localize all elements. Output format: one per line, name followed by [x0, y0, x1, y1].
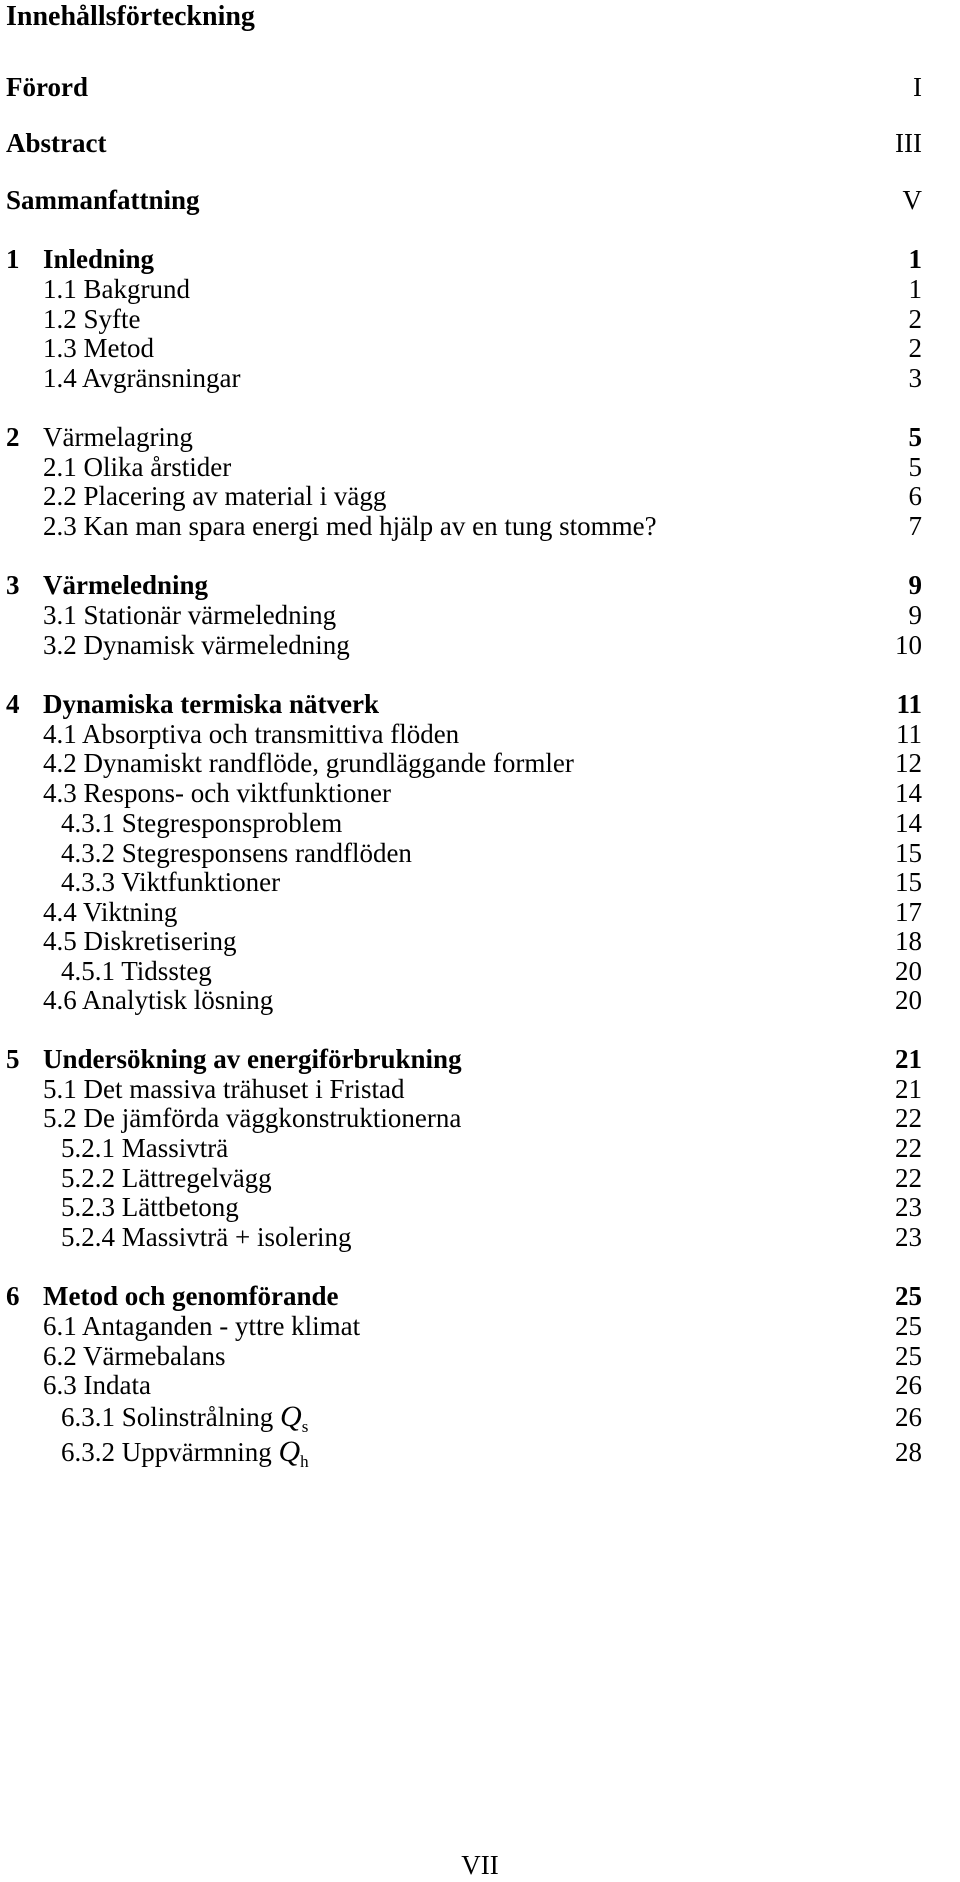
chapter-number: 5 — [6, 1044, 20, 1074]
entry-label: 2.1 Olika årstider — [43, 452, 232, 482]
entry-label: 5.1 Det massiva trähuset i Fristad — [43, 1074, 405, 1104]
entry-label: 3.1 Stationär värmeledning — [43, 600, 337, 630]
toc-entry-abstract[interactable] — [0, 126, 960, 160]
entry-page: 20 — [895, 956, 922, 986]
entry-label: 4.5.1 Tidssteg — [61, 956, 212, 986]
entry-page: 11 — [896, 719, 922, 749]
toc-section-entry[interactable] — [0, 1368, 960, 1402]
toc-chapter-6[interactable] — [0, 1279, 960, 1313]
toc-chapter-1[interactable] — [0, 242, 960, 276]
entry-label: 5.2.1 Massivträ — [61, 1133, 229, 1163]
entry-page: 10 — [895, 630, 922, 660]
chapter-number: 6 — [6, 1281, 20, 1311]
entry-label: Abstract — [6, 128, 107, 158]
entry-label: 4.5 Diskretisering — [43, 926, 237, 956]
entry-page: 28 — [895, 1437, 922, 1467]
entry-label: 4.4 Viktning — [43, 897, 178, 927]
toc-section-entry[interactable] — [0, 272, 960, 306]
entry-page: 14 — [895, 808, 922, 838]
entry-page: 5 — [908, 452, 922, 482]
toc-section-entry[interactable] — [0, 924, 960, 958]
entry-label: 5.2 De jämförda väggkonstruktionerna — [43, 1103, 462, 1133]
entry-label: 4.3.3 Viktfunktioner — [61, 867, 281, 897]
entry-label: 1.4 Avgränsningar — [43, 363, 241, 393]
entry-page: 9 — [908, 600, 922, 630]
entry-label: 5.2.3 Lättbetong — [61, 1192, 239, 1222]
entry-label: 1.2 Syfte — [43, 304, 141, 334]
entry-page: 22 — [895, 1133, 922, 1163]
entry-page: 26 — [895, 1402, 922, 1432]
entry-page: 1 — [908, 274, 922, 304]
toc-section-entry[interactable] — [0, 479, 960, 513]
entry-label: 4.2 Dynamiskt randflöde, grundläggande formler — [43, 748, 574, 778]
entry-page: 11 — [896, 689, 922, 719]
entry-page: III — [895, 128, 922, 158]
toc-subsection-entry[interactable] — [0, 1400, 960, 1434]
entry-page: 25 — [895, 1341, 922, 1371]
toc-subsection-entry[interactable] — [0, 806, 960, 840]
toc-section-entry[interactable] — [0, 361, 960, 395]
toc-section-entry[interactable] — [0, 598, 960, 632]
chapter-title: Värmelagring — [43, 422, 193, 452]
entry-page: 20 — [895, 985, 922, 1015]
entry-page: 15 — [895, 867, 922, 897]
entry-label: 1.1 Bakgrund — [43, 274, 190, 304]
symbol-subscript: s — [301, 1417, 309, 1436]
toc-section-entry[interactable] — [0, 776, 960, 810]
entry-label: 6.1 Antaganden - yttre klimat — [43, 1311, 361, 1341]
toc-title: Innehållsförteckning — [6, 1, 255, 32]
entry-label: 6.2 Värmebalans — [43, 1341, 226, 1371]
entry-page: 22 — [895, 1103, 922, 1133]
chapter-title: Inledning — [43, 244, 155, 274]
entry-page: 18 — [895, 926, 922, 956]
chapter-number: 1 — [6, 244, 20, 274]
entry-label: 4.3.2 Stegresponsens randflöden — [61, 838, 412, 868]
entry-label: 4.3 Respons- och viktfunktioner — [43, 778, 391, 808]
toc-chapter-2[interactable] — [0, 420, 960, 454]
entry-page: 2 — [908, 333, 922, 363]
entry-label: Förord — [6, 72, 88, 102]
entry-page: 1 — [908, 244, 922, 274]
entry-page: 23 — [895, 1222, 922, 1252]
toc-entry-forord[interactable] — [0, 70, 960, 104]
toc-subsection-entry[interactable] — [0, 1220, 960, 1254]
entry-page: 6 — [908, 481, 922, 511]
entry-page: 22 — [895, 1163, 922, 1193]
symbol-letter: Q — [278, 1435, 301, 1468]
entry-page: 21 — [895, 1044, 922, 1074]
entry-label: 4.3.1 Stegresponsproblem — [61, 808, 343, 838]
entry-page: 26 — [895, 1370, 922, 1400]
chapter-title: Värmeledning — [43, 570, 208, 600]
entry-page: 21 — [895, 1074, 922, 1104]
toc-section-entry[interactable] — [0, 331, 960, 365]
toc-chapter-5[interactable] — [0, 1042, 960, 1076]
entry-label: 1.3 Metod — [43, 333, 154, 363]
entry-label: 2.2 Placering av material i vägg — [43, 481, 387, 511]
page-number: VII — [461, 1850, 499, 1880]
toc-subsection-entry[interactable] — [0, 1131, 960, 1165]
toc-chapter-4[interactable] — [0, 687, 960, 721]
symbol-q — [278, 1435, 309, 1471]
entry-label: 6.3 Indata — [43, 1370, 151, 1400]
entry-label: 5.2.4 Massivträ + isolering — [61, 1222, 352, 1252]
entry-page: 3 — [908, 363, 922, 393]
entry-label: 5.2.2 Lättregelvägg — [61, 1163, 272, 1193]
toc-section-entry[interactable] — [0, 1309, 960, 1343]
entry-label: Sammanfattning — [6, 185, 200, 215]
entry-page: 23 — [895, 1192, 922, 1222]
symbol-subscript: h — [300, 1452, 309, 1471]
symbol-q — [280, 1400, 309, 1436]
entry-label: 6.3.2 Uppvärmning — [61, 1437, 272, 1467]
entry-page: 25 — [895, 1281, 922, 1311]
toc-section-entry[interactable] — [0, 746, 960, 780]
toc-chapter-3[interactable] — [0, 568, 960, 602]
toc-section-entry[interactable] — [0, 628, 960, 662]
entry-page: I — [913, 72, 922, 102]
toc-section-entry[interactable] — [0, 983, 960, 1017]
entry-label: 4.1 Absorptiva och transmittiva flöden — [43, 719, 460, 749]
chapter-number: 4 — [6, 689, 20, 719]
entry-page: 7 — [908, 511, 922, 541]
entry-label: 3.2 Dynamisk värmeledning — [43, 630, 350, 660]
toc-subsection-entry[interactable] — [0, 865, 960, 899]
entry-page: 15 — [895, 838, 922, 868]
entry-label: 4.6 Analytisk lösning — [43, 985, 274, 1015]
symbol-letter: Q — [280, 1400, 302, 1433]
entry-page: 9 — [908, 570, 922, 600]
entry-page: 25 — [895, 1311, 922, 1341]
toc-section-entry[interactable] — [0, 1101, 960, 1135]
chapter-number: 2 — [6, 422, 20, 452]
toc-subsection-entry[interactable] — [0, 1435, 960, 1469]
entry-label: 6.3.1 Solinstrålning — [61, 1402, 274, 1432]
entry-page: 12 — [895, 748, 922, 778]
entry-label: 2.3 Kan man spara energi med hjälp av en tung stomme? — [43, 511, 657, 541]
chapter-title: Undersökning av energiförbrukning — [43, 1044, 462, 1074]
toc-entry-sammanfattning[interactable] — [0, 183, 960, 217]
toc-subsection-entry[interactable] — [0, 1190, 960, 1224]
chapter-title: Dynamiska termiska nätverk — [43, 689, 379, 719]
entry-label-group — [61, 1435, 309, 1479]
entry-page: 17 — [895, 897, 922, 927]
chapter-number: 3 — [6, 570, 20, 600]
entry-page: V — [902, 185, 922, 215]
toc-section-entry[interactable] — [0, 509, 960, 543]
chapter-title: Metod och genomförande — [43, 1281, 339, 1311]
entry-page: 5 — [908, 422, 922, 452]
entry-page: 2 — [908, 304, 922, 334]
entry-page: 14 — [895, 778, 922, 808]
